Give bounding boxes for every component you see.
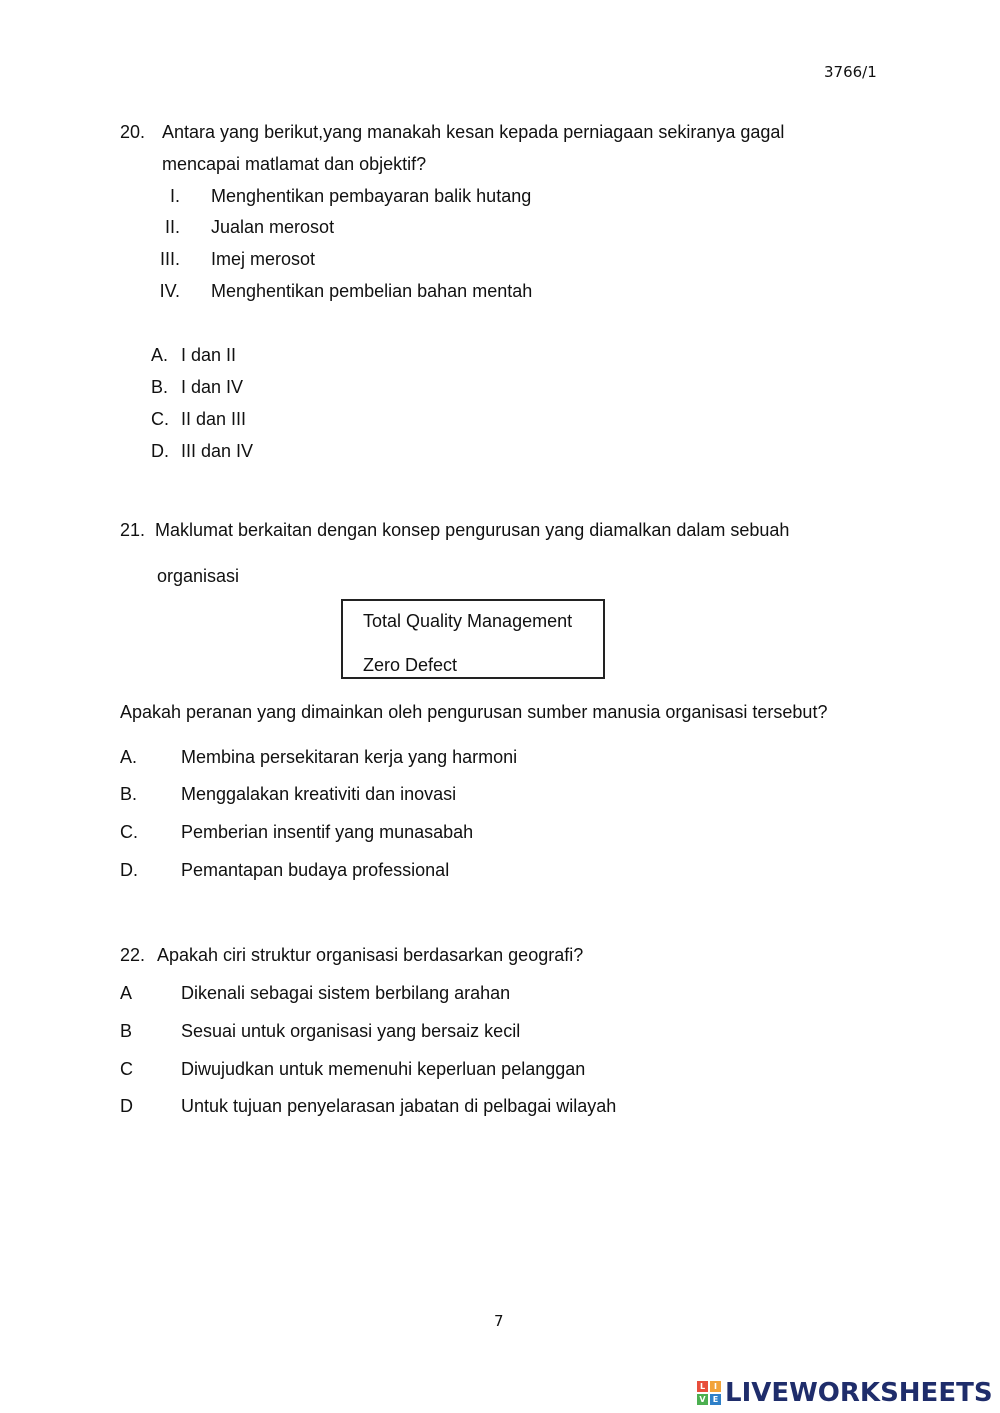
option-letter: B. xyxy=(120,784,138,804)
option-text: Untuk tujuan penyelarasan jabatan di pelbagai wilayah xyxy=(181,1096,617,1116)
logo-text: LIVEWORKSHEETS xyxy=(725,1378,993,1408)
option-text: Diwujudkan untuk memenuhi keperluan pelanggan xyxy=(181,1059,586,1079)
logo-tile: L xyxy=(697,1381,708,1392)
document-code: 3766/1 xyxy=(824,63,877,81)
option-letter: B. xyxy=(151,377,169,397)
concept-box xyxy=(341,599,605,679)
question-number: 21. xyxy=(120,520,146,540)
option-text: I dan IV xyxy=(181,377,244,397)
statement-text: Menghentikan pembayaran balik hutang xyxy=(211,186,532,206)
logo-tile: E xyxy=(710,1394,721,1405)
question-text-line1: Maklumat berkaitan dengan konsep pengurusan yang diamalkan dalam sebuah xyxy=(155,520,790,540)
option-text: Pemantapan budaya professional xyxy=(181,860,450,880)
option-letter: D. xyxy=(151,441,169,461)
option-letter: D xyxy=(120,1096,133,1116)
statement-number: IV. xyxy=(159,281,180,301)
concept-item: Total Quality Management xyxy=(363,611,573,631)
option-letter: A xyxy=(120,983,133,1003)
question-text-line1: Antara yang berikut,yang manakah kesan kepada perniagaan sekiranya gagal xyxy=(162,122,785,142)
question-text-line2: organisasi xyxy=(157,566,240,586)
option-letter: B xyxy=(120,1021,133,1041)
liveworksheets-logo xyxy=(697,1378,993,1408)
option-letter: D. xyxy=(120,860,138,880)
statement-text: Menghentikan pembelian bahan mentah xyxy=(211,281,533,301)
option-text: Pemberian insentif yang munasabah xyxy=(181,822,474,842)
page-number: 7 xyxy=(494,1312,504,1330)
statement-text: Jualan merosot xyxy=(211,217,335,237)
question-number: 20. xyxy=(120,122,146,142)
option-text: III dan IV xyxy=(181,441,254,461)
statement-number: III. xyxy=(159,249,180,269)
option-text: II dan III xyxy=(181,409,247,429)
option-text: Sesuai untuk organisasi yang bersaiz kecil xyxy=(181,1021,521,1041)
statement-text: Imej merosot xyxy=(211,249,316,269)
option-text: I dan II xyxy=(181,345,237,365)
option-text: Menggalakan kreativiti dan inovasi xyxy=(181,784,457,804)
statement-number: II. xyxy=(164,217,180,237)
option-letter: C. xyxy=(120,822,138,842)
statement-number: I. xyxy=(169,186,180,206)
option-letter: A. xyxy=(120,747,138,767)
option-letter: A. xyxy=(151,345,169,365)
question-text-line2: mencapai matlamat dan objektif? xyxy=(162,154,427,174)
option-text: Dikenali sebagai sistem berbilang arahan xyxy=(181,983,511,1003)
option-text: Membina persekitaran kerja yang harmoni xyxy=(181,747,518,767)
logo-tile: I xyxy=(710,1381,721,1392)
concept-item: Zero Defect xyxy=(363,655,458,675)
logo-tile: V xyxy=(697,1394,708,1405)
question-prompt: Apakah peranan yang dimainkan oleh pengurusan sumber manusia organisasi tersebut? xyxy=(120,702,828,722)
option-letter: C. xyxy=(151,409,169,429)
question-text: Apakah ciri struktur organisasi berdasarkan geografi? xyxy=(157,945,584,965)
question-number: 22. xyxy=(120,945,146,965)
option-letter: C xyxy=(120,1059,133,1079)
logo-mark-icon xyxy=(697,1381,721,1405)
